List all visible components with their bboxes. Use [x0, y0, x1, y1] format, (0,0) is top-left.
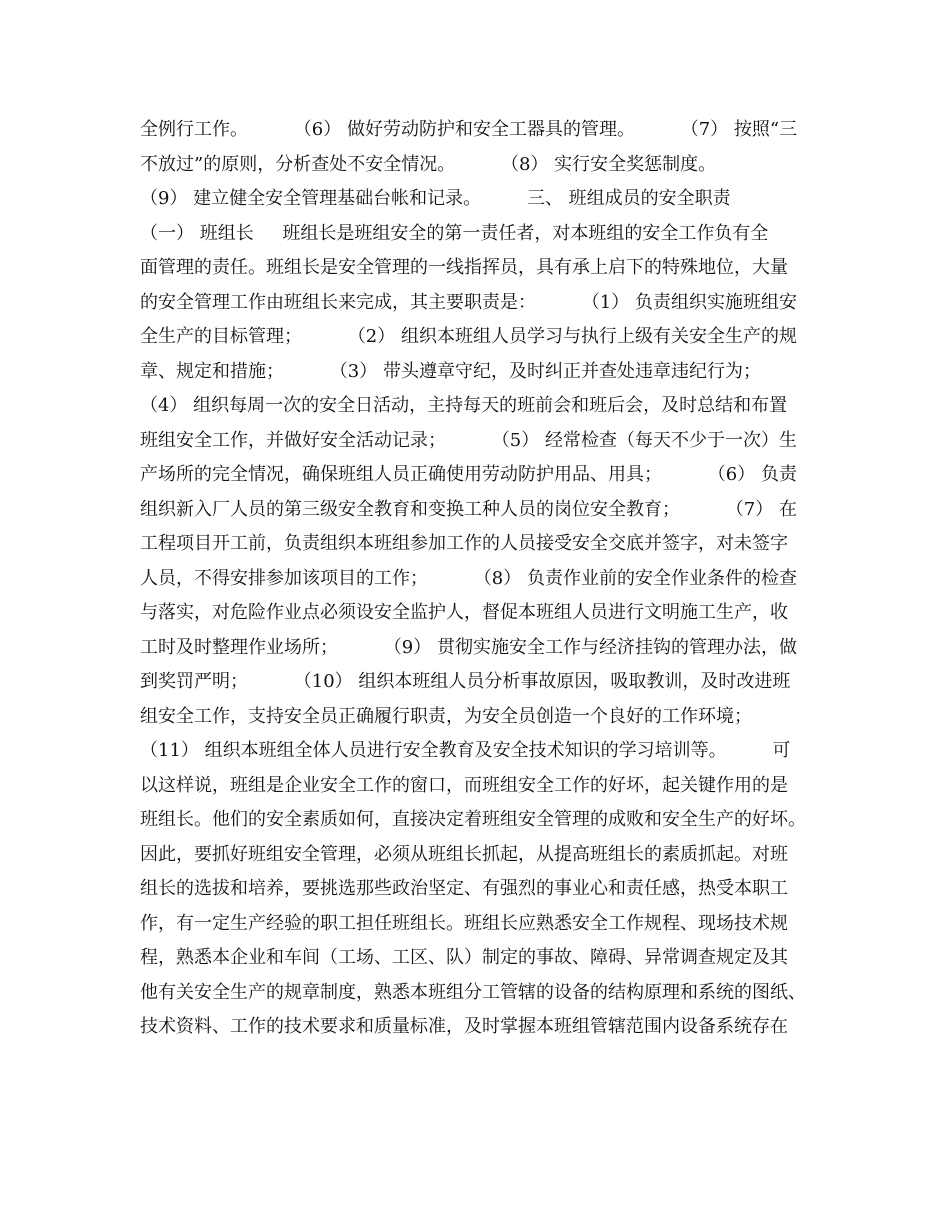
text-line: 章、规定和措施； （3） 带头遵章守纪，及时纠正并查处违章违纪行为； — [140, 360, 761, 382]
text-line: 与落实，对危险作业点必须设安全监护人，督促本班组人员进行文明施工生产，收 — [140, 602, 788, 623]
text-line: 组安全工作，支持安全员正确履行职责，为安全员创造一个良好的工作环境； — [140, 705, 752, 727]
text-line: 面管理的责任。班组长是安全管理的一线指挥员，具有承上启下的特殊地位，大量 — [140, 257, 788, 278]
text-line: 技术资料、工作的技术要求和质量标准，及时掌握本班组管辖范围内设备系统存在 — [140, 1016, 788, 1037]
text-line: 工时及时整理作业场所； （9） 贯彻实施安全工作与经济挂钩的管理办法，做 — [140, 636, 797, 658]
body-text — [140, 113, 830, 1045]
text-line: 班组安全工作，并做好安全活动记录； （5） 经常检查（每天不少于一次）生 — [140, 429, 797, 451]
text-line: （4） 组织每周一次的安全日活动，主持每天的班前会和班后会，及时总结和布置 — [140, 395, 788, 416]
text-line: （11） 组织本班组全体人员进行安全教育及安全技术知识的学习培训等。 可 — [140, 740, 791, 761]
text-line: 不放过”的原则，分析查处不安全情况。 （8） 实行安全奖惩制度。 — [140, 153, 717, 175]
text-line: 全例行工作。 （6） 做好劳动防护和安全工器具的管理。 （7） 按照“三 — [140, 119, 798, 140]
text-line: 工程项目开工前，负责组织本班组参加工作的人员接受安全交底并签字，对未签字 — [140, 533, 788, 554]
text-line: 产场所的完全情况，确保班组人员正确使用劳动防护用品、用具； （6） 负责 — [140, 464, 797, 485]
text-line: 以这样说，班组是企业安全工作的窗口，而班组安全工作的好坏，起关键作用的是 — [140, 774, 788, 796]
text-line: 因此，要抓好班组安全管理，必须从班组长抓起，从提高班组长的素质抓起。对班 — [140, 843, 788, 865]
text-line: 他有关安全生产的规章制度，熟悉本班组分工管辖的设备的结构原理和系统的图纸、 — [140, 981, 806, 1003]
text-line: 程，熟悉本企业和车间（工场、工区、队）制定的事故、障碍、异常调查规定及其 — [140, 947, 788, 968]
text-line: （9） 建立健全安全管理基础台帐和记录。 三、 班组成员的安全职责 — [140, 188, 731, 209]
text-line: 作，有一定生产经验的职工担任班组长。班组长应熟悉安全工作规程、现场技术规 — [140, 912, 788, 934]
text-line: （一） 班组长 班组长是班组安全的第一责任者，对本班组的安全工作负有全 — [140, 222, 769, 244]
text-line: 到奖罚严明； （10） 组织本班组人员分析事故原因，吸取教训，及时改进班 — [140, 671, 791, 692]
text-line: 组织新入厂人员的第三级安全教育和变换工种人员的岗位安全教育； （7） 在 — [140, 498, 797, 520]
text-line: 组长的选拔和培养，要挑选那些政治坚定、有强烈的事业心和责任感，热受本职工 — [140, 878, 788, 899]
text-line: 人员，不得安排参加该项目的工作； （8） 负责作业前的安全作业条件的检查 — [140, 567, 797, 589]
text-line: 全生产的目标管理； （2） 组织本班组人员学习与执行上级有关安全生产的规 — [140, 326, 797, 347]
text-line: 的安全管理工作由班组长来完成，其主要职责是： （1） 负责组织实施班组安 — [140, 291, 797, 313]
text-line: 班组长。他们的安全素质如何，直接决定着班组安全管理的成败和安全生产的好坏。 — [140, 809, 806, 830]
